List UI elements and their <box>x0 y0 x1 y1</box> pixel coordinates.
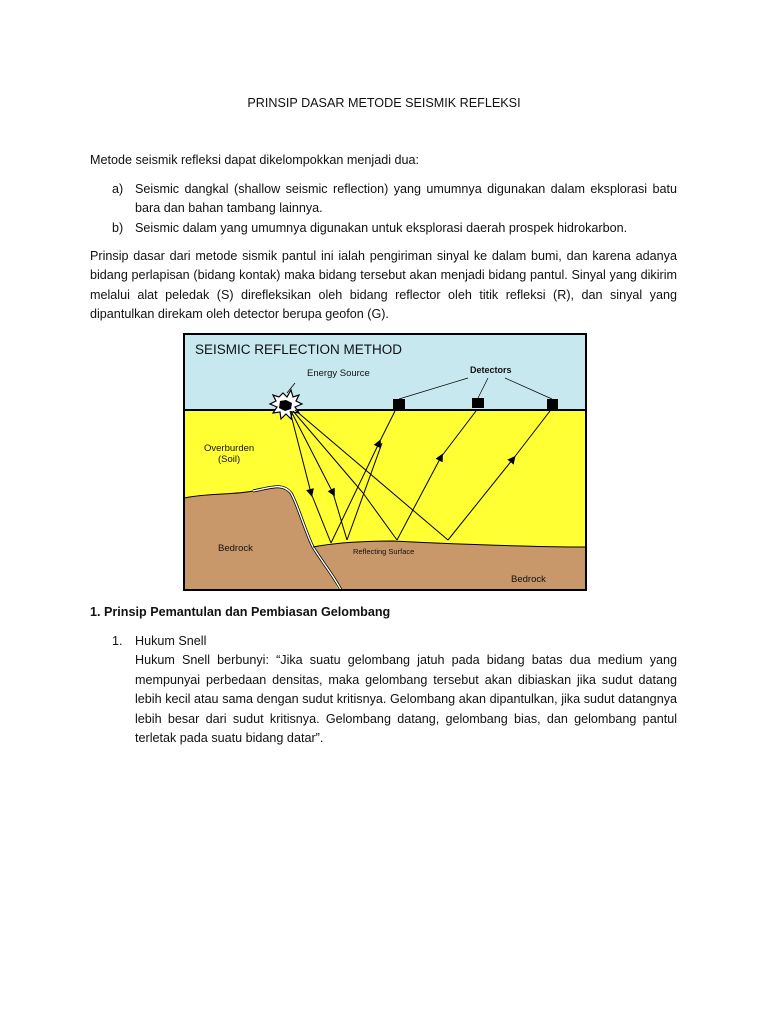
list-marker: a) <box>112 182 124 196</box>
energy-source-label: Energy Source <box>307 368 370 379</box>
snell-law-item <box>90 632 677 748</box>
overburden-label: Overburden <box>204 443 255 454</box>
seismic-diagram <box>183 333 587 591</box>
list-item-text: Seismic dangkal (shallow seismic reflection) yang umumnya digunakan dalam eksplorasi batu bara dan bahan tambang lainnya. <box>135 182 677 216</box>
item-body: Hukum Snell berbunyi: “Jika suatu gelombang jatuh pada bidang batas dua medium yang mempunyai perbedaan densitas, maka gelombang tersebut akan dibiaskan jika sudut datang lebih kecil atau sama dengan sudut kritisnya. Gelombang akan dipantulkan, jika sudut datangnya lebih besar dari sudut kritisnya. Gelombang datang, gelombang bias, dan gelombang pantul terletak pada suatu bidang datar”. <box>135 653 677 746</box>
item-title: Hukum Snell <box>135 634 207 648</box>
reflecting-surface-label: Reflecting Surface <box>353 547 415 556</box>
seismic-reflection-figure <box>183 333 587 591</box>
soil-label: (Soil) <box>218 454 241 465</box>
principle-paragraph: Prinsip dasar dari metode sismik pantul ini ialah pengiriman sinyal ke dalam bumi, dan karena adanya bidang perlapisan (bidang kontak) maka bidang tersebut akan menjadi bidang pantul. Sinyal yang dikirim melalui alat peledak (S) direfleksikan oleh bidang reflector oleh titik refleksi (R), dan sinyal yang dipantulkan direkam oleh detector berupa geofon (G). <box>90 249 677 322</box>
figure-heading: SEISMIC REFLECTION METHOD <box>195 342 403 357</box>
section-heading: 1. Prinsip Pemantulan dan Pembiasan Gelombang <box>90 605 391 619</box>
bedrock-right-label: Bedrock <box>511 574 546 585</box>
method-list <box>90 180 677 238</box>
list-item-text: Seismic dalam yang umumnya digunakan untuk eksplorasi daerah prospek hidrokarbon. <box>135 220 628 235</box>
intro-paragraph: Metode seismik refleksi dapat dikelompokkan menjadi dua: <box>90 153 420 167</box>
detector-icon <box>393 399 405 409</box>
detectors-label: Detectors <box>470 365 512 375</box>
list-item <box>90 180 677 219</box>
page-title: PRINSIP DASAR METODE SEISMIK REFLEKSI <box>247 96 521 110</box>
item-number: 1. <box>112 634 123 648</box>
list-item <box>90 219 677 238</box>
bedrock-left-label: Bedrock <box>218 543 253 554</box>
list-marker: b) <box>112 220 124 235</box>
detector-icon <box>547 399 558 409</box>
detector-icon <box>472 398 484 408</box>
